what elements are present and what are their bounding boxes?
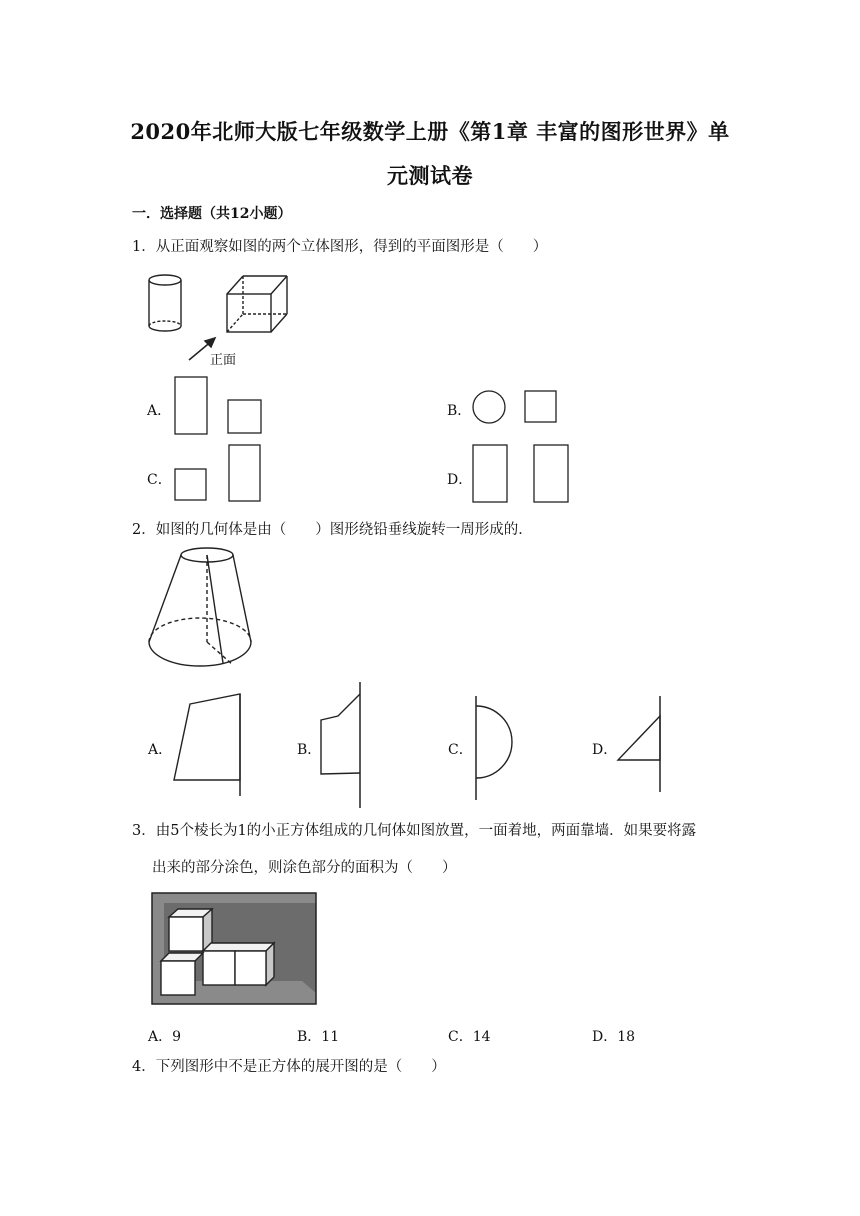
question-3-cubes-figure: [152, 893, 317, 1005]
q2-option-d-figure[interactable]: [616, 694, 666, 794]
q3-option-b[interactable]: B．11: [297, 1029, 340, 1045]
q2-option-b-label[interactable]: B．: [297, 742, 322, 758]
q3-option-d[interactable]: D．18: [592, 1029, 636, 1045]
section-heading: 一．选择题（共12小题）: [132, 206, 292, 222]
q1-option-d-figure[interactable]: [472, 444, 572, 504]
front-label: 正面: [210, 349, 236, 368]
q1-option-d-label[interactable]: D．: [447, 472, 473, 488]
q2-option-b-figure[interactable]: [318, 680, 368, 810]
question-3-text-line2: 出来的部分涂色，则涂色部分的面积为（ ）: [152, 860, 457, 876]
q2-option-a-figure[interactable]: [170, 692, 250, 797]
document-title-line1: 2020年北师大版七年级数学上册《第1章 丰富的图形世界》单: [130, 119, 730, 144]
q2-option-a-label[interactable]: A．: [148, 742, 173, 758]
q1-option-a-label[interactable]: A．: [147, 403, 172, 419]
q1-option-c-figure[interactable]: [174, 444, 264, 504]
question-2-frustum-figure: [145, 545, 255, 675]
question-4-text: 4．下列图形中不是正方体的展开图的是（ ）: [132, 1059, 446, 1075]
q1-option-c-label[interactable]: C．: [147, 472, 172, 488]
q2-option-c-label[interactable]: C．: [448, 742, 473, 758]
q2-option-c-figure[interactable]: [474, 694, 524, 804]
question-2-text: 2．如图的几何体是由（ ）图形绕铅垂线旋转一周形成的．: [132, 522, 533, 538]
q1-option-a-figure[interactable]: [174, 376, 264, 436]
question-3-text-line1: 3．由5个棱长为1的小正方体组成的几何体如图放置，一面着地，两面靠墙．如果要将露: [132, 823, 697, 839]
document-title-line2: 元测试卷: [387, 163, 473, 188]
question-1-text: 1．从正面观察如图的两个立体图形，得到的平面图形是（ ）: [132, 239, 548, 255]
q3-option-c[interactable]: C．14: [448, 1029, 491, 1045]
q1-option-b-label[interactable]: B．: [447, 403, 472, 419]
q2-option-d-label[interactable]: D．: [592, 742, 618, 758]
q3-option-a[interactable]: A．9: [148, 1029, 182, 1045]
q1-option-b-figure[interactable]: [472, 390, 562, 426]
